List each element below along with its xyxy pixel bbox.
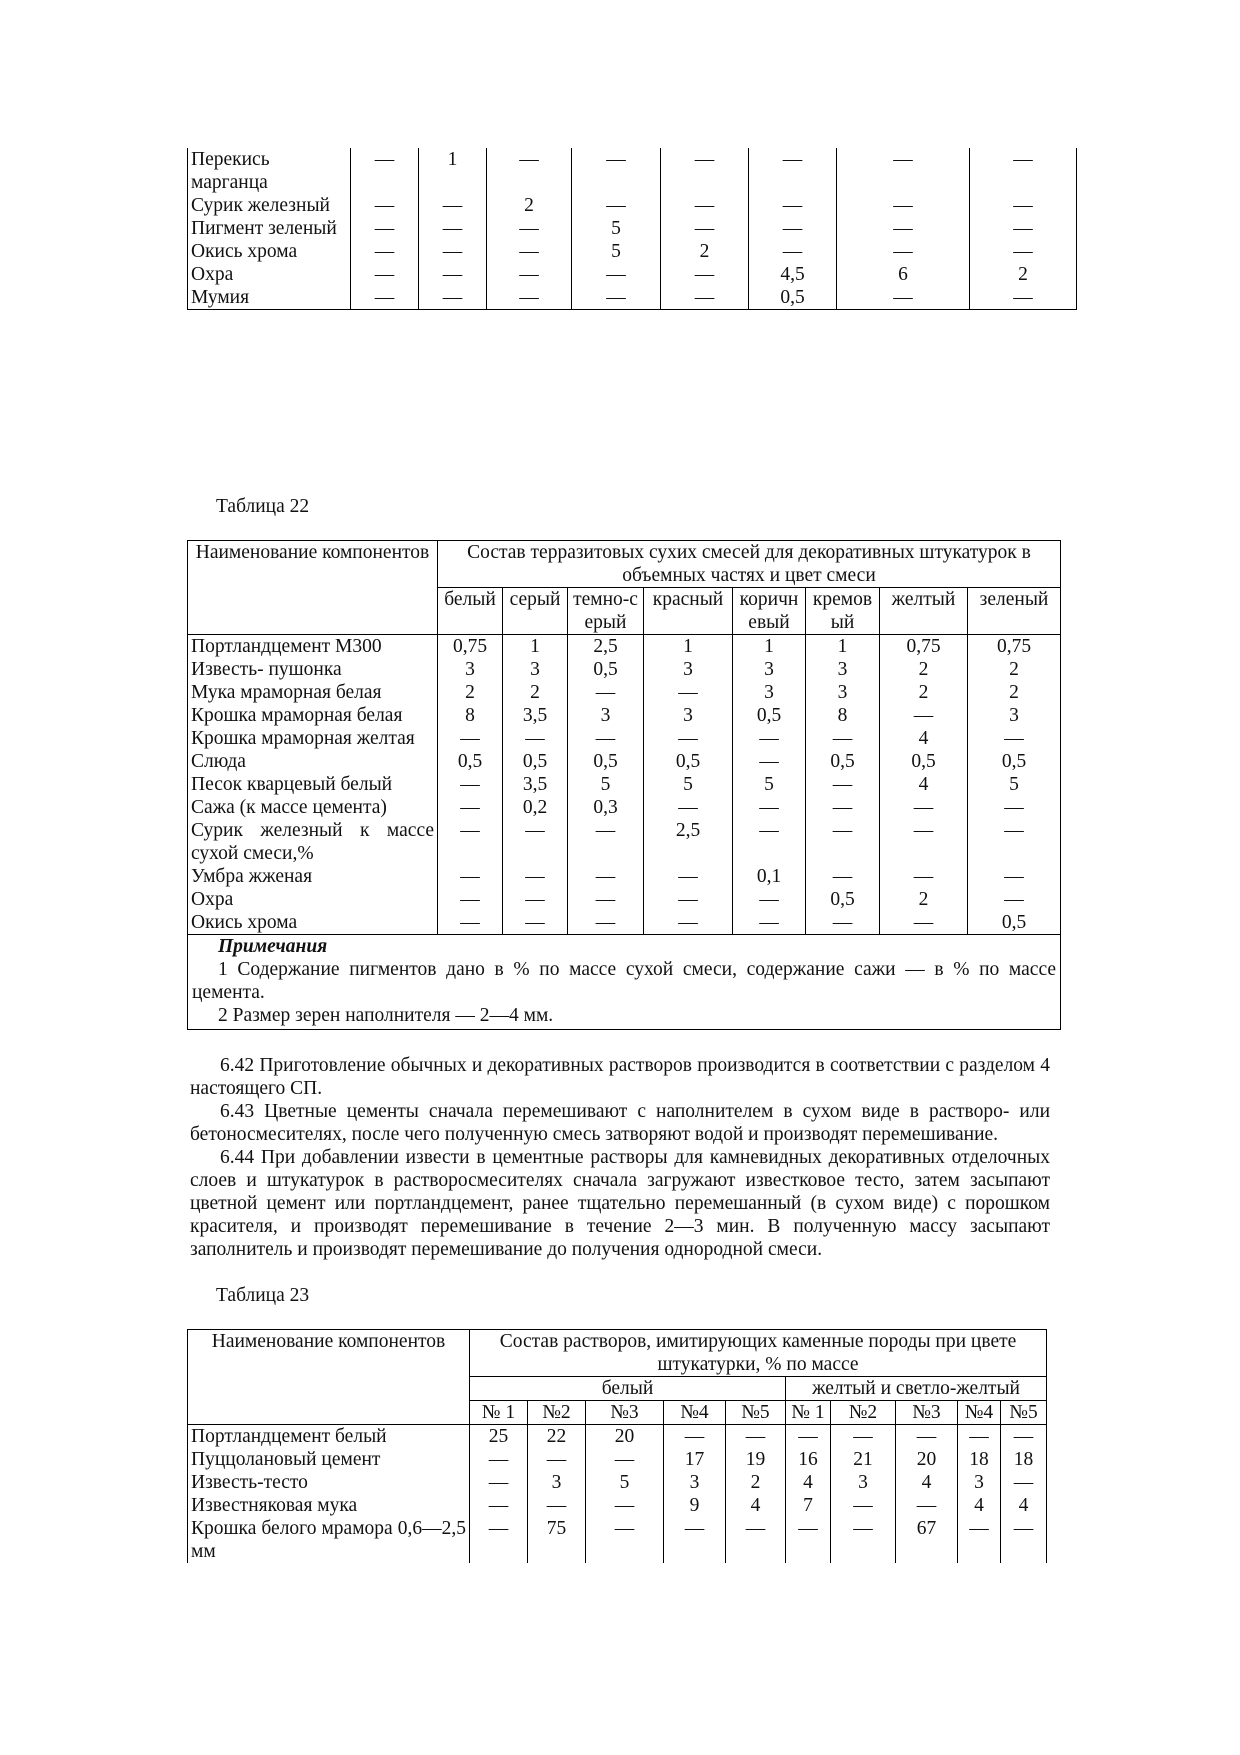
table-cell: 0,5 (568, 750, 644, 773)
table-cell: — (568, 819, 644, 865)
table-cell: — (351, 217, 419, 240)
table-row (188, 681, 1061, 704)
table-cell: 0,5 (438, 750, 503, 773)
table-cell: — (831, 1517, 896, 1563)
table-cell: 2 (880, 681, 968, 704)
table-cell: 17 (664, 1448, 726, 1471)
table-cell: — (786, 1425, 831, 1449)
table-cell: 3 (831, 1471, 896, 1494)
table-cell: 75 (528, 1517, 586, 1563)
table-cell: — (970, 217, 1077, 240)
table-cell: 4,5 (749, 263, 837, 286)
table-cell: — (806, 796, 880, 819)
table22-body (188, 635, 1061, 935)
row-name: Слюда (188, 750, 438, 773)
table-cell: — (733, 888, 806, 911)
table-cell: — (958, 1425, 1001, 1449)
table-cell: 2,5 (568, 635, 644, 659)
table-cell: — (438, 819, 503, 865)
table-cell: — (661, 286, 749, 310)
table-cell: 0,75 (880, 635, 968, 659)
table-cell: 3 (958, 1471, 1001, 1494)
table23-column-header: №4 (958, 1401, 1001, 1425)
table22-column-header: кремовый (806, 588, 880, 635)
table-cell: — (968, 888, 1061, 911)
table-cell: — (470, 1494, 528, 1517)
table-row (188, 888, 1061, 911)
table-cell: 2 (487, 194, 572, 217)
table-cell: 4 (958, 1494, 1001, 1517)
table-cell: — (806, 773, 880, 796)
table-cell: — (572, 148, 661, 194)
table-cell: 0,5 (968, 750, 1061, 773)
table-cell: — (806, 819, 880, 865)
paragraph-6-44: 6.44 При добавлении извести в цементные растворы для камневидных декоративных отделочных слоев и штукатурок в растворосмесителях сначала загружают известковое тесто, затем засыпают цветной цемент или портландцемент, ранее тщательно перемешанный (в сухом виде) с порошком красителя, и производят перемешивание в течение 2—3 мин. В полученную массу засыпают заполнитель и производят перемешивание до получения однородной смеси. (190, 1147, 1050, 1260)
table23-header-group: Состав растворов, имитирующих каменные породы при цвете штукатурки, % по массе (470, 1330, 1047, 1377)
table-cell: — (572, 263, 661, 286)
table-row (188, 635, 1061, 659)
table-cell: — (837, 148, 970, 194)
table-cell: — (487, 263, 572, 286)
table-cell: 8 (806, 704, 880, 727)
table-cell: — (880, 911, 968, 935)
table-cell: — (419, 217, 487, 240)
table22-notes-title: Примечания (218, 936, 328, 957)
table-cell: — (351, 148, 419, 194)
table-cell: 7 (786, 1494, 831, 1517)
table-cell: 0,5 (806, 888, 880, 911)
table-cell: 0,75 (968, 635, 1061, 659)
table-cell: — (837, 194, 970, 217)
table-cell: — (786, 1517, 831, 1563)
table-cell: 5 (644, 773, 733, 796)
table-cell: 2 (880, 658, 968, 681)
table-top (187, 148, 1077, 310)
table-cell: 20 (896, 1448, 958, 1471)
table-cell: — (470, 1517, 528, 1563)
table-cell: — (970, 286, 1077, 310)
table-cell: — (749, 148, 837, 194)
table-cell: 2 (968, 681, 1061, 704)
table-row (188, 194, 1077, 217)
table22-column-header: белый (438, 588, 503, 635)
table-cell: 0,5 (733, 704, 806, 727)
table-cell: 20 (586, 1425, 664, 1449)
table-cell: — (806, 911, 880, 935)
table-cell: — (438, 911, 503, 935)
table-row (188, 750, 1061, 773)
table-cell: 2 (880, 888, 968, 911)
table-cell: — (661, 148, 749, 194)
table23-column-header: №4 (664, 1401, 726, 1425)
table-cell: 19 (726, 1448, 786, 1471)
table-cell: 3,5 (503, 704, 568, 727)
table-cell: — (438, 865, 503, 888)
table-cell: 2,5 (644, 819, 733, 865)
table-cell: — (470, 1471, 528, 1494)
table-cell: — (351, 194, 419, 217)
table-cell: 2 (503, 681, 568, 704)
table-cell: — (487, 217, 572, 240)
table-row (188, 148, 1077, 194)
table23-body (188, 1425, 1047, 1564)
table-row (188, 217, 1077, 240)
table-cell: — (644, 796, 733, 819)
table-cell: 8 (438, 704, 503, 727)
table22-wrapper (187, 540, 1061, 1030)
table-cell: — (438, 888, 503, 911)
table-cell: — (438, 727, 503, 750)
table-cell: — (351, 286, 419, 310)
table-cell: 5 (568, 773, 644, 796)
table-cell: 2 (726, 1471, 786, 1494)
row-name: Охра (188, 888, 438, 911)
table-cell: — (880, 704, 968, 727)
table-cell: — (528, 1448, 586, 1471)
row-name: Крошка мраморная желтая (188, 727, 438, 750)
table-cell: — (568, 888, 644, 911)
table-cell: 1 (733, 635, 806, 659)
table-cell: — (726, 1425, 786, 1449)
table22-header-name: Наименование компонентов (188, 541, 438, 635)
table-cell: — (487, 286, 572, 310)
body-text (190, 1054, 1050, 1261)
row-name: Портландцемент М300 (188, 635, 438, 659)
table-row (188, 286, 1077, 310)
table-cell: 2 (970, 263, 1077, 286)
table-cell: — (438, 773, 503, 796)
table-cell: 2 (661, 240, 749, 263)
table-cell: 9 (664, 1494, 726, 1517)
table-cell: 5 (733, 773, 806, 796)
table-cell: 3 (664, 1471, 726, 1494)
table-row (188, 1448, 1047, 1471)
table-cell: 5 (968, 773, 1061, 796)
table-cell: — (419, 263, 487, 286)
table-cell: 0,5 (806, 750, 880, 773)
table-cell: — (503, 865, 568, 888)
table-cell: — (749, 217, 837, 240)
table22-column-header: желтый (880, 588, 968, 635)
table-cell: 4 (896, 1471, 958, 1494)
row-name: Песок кварцевый белый (188, 773, 438, 796)
table-cell: 0,1 (733, 865, 806, 888)
table-row (188, 704, 1061, 727)
table22-note-2: 2 Размер зерен наполнителя — 2—4 мм. (218, 1005, 554, 1026)
table-cell: — (661, 263, 749, 286)
table-cell: — (733, 819, 806, 865)
table-cell: — (749, 240, 837, 263)
table-cell: — (438, 796, 503, 819)
table-cell: — (470, 1448, 528, 1471)
table-cell: — (419, 240, 487, 263)
table-cell: 5 (586, 1471, 664, 1494)
table-cell: — (586, 1494, 664, 1517)
table-cell: 0,2 (503, 796, 568, 819)
table-cell: — (968, 865, 1061, 888)
table-cell: — (837, 286, 970, 310)
table-cell: — (644, 888, 733, 911)
table-cell: — (419, 286, 487, 310)
table-cell: 3,5 (503, 773, 568, 796)
row-name: Известь-тесто (188, 1471, 470, 1494)
table-cell: 6 (837, 263, 970, 286)
table-cell: — (572, 286, 661, 310)
table-cell: — (733, 796, 806, 819)
table-cell: — (1001, 1517, 1047, 1563)
table-row (188, 773, 1061, 796)
paragraph-6-42: 6.42 Приготовление обычных и декоративных растворов производится в соответствии с разделом 4 настоящего СП. (190, 1055, 1050, 1099)
table-cell: — (487, 240, 572, 263)
table-cell: — (586, 1517, 664, 1563)
table-cell: — (664, 1425, 726, 1449)
table-cell: — (568, 681, 644, 704)
table-cell: 3 (568, 704, 644, 727)
table-cell: — (644, 727, 733, 750)
table-cell: 3 (806, 658, 880, 681)
table-cell: 4 (726, 1494, 786, 1517)
table-cell: — (1001, 1471, 1047, 1494)
table-cell: — (644, 681, 733, 704)
table-cell: 4 (880, 773, 968, 796)
table-cell: 4 (1001, 1494, 1047, 1517)
table-cell: — (896, 1494, 958, 1517)
table-cell: 3 (733, 658, 806, 681)
table-cell: — (880, 819, 968, 865)
table-cell: 0,75 (438, 635, 503, 659)
table22-caption: Таблица 22 (216, 496, 310, 517)
table23-group-yellow: желтый и светло-желтый (786, 1377, 1047, 1401)
table-cell: 0,5 (503, 750, 568, 773)
table-cell: — (568, 727, 644, 750)
table-cell: 2 (968, 658, 1061, 681)
table-cell: 4 (786, 1471, 831, 1494)
table-cell: 1 (503, 635, 568, 659)
table-cell: — (351, 240, 419, 263)
table-cell: — (968, 727, 1061, 750)
table-cell: — (806, 727, 880, 750)
table-cell: — (831, 1494, 896, 1517)
table-cell: — (726, 1517, 786, 1563)
table-cell: — (568, 865, 644, 888)
table-row (188, 911, 1061, 935)
table23-column-header: №5 (726, 1401, 786, 1425)
table-cell: 3 (528, 1471, 586, 1494)
row-name: Пигмент зеленый (188, 217, 351, 240)
table23-caption: Таблица 23 (216, 1285, 310, 1306)
table-cell: — (644, 911, 733, 935)
table-cell: 18 (1001, 1448, 1047, 1471)
table-cell: 2 (438, 681, 503, 704)
table-cell: — (733, 911, 806, 935)
table-cell: — (503, 911, 568, 935)
table-cell: — (487, 148, 572, 194)
table-cell: — (970, 240, 1077, 263)
table-cell: — (664, 1517, 726, 1563)
table-row (188, 1425, 1047, 1449)
table-cell: 3 (438, 658, 503, 681)
table-row (188, 819, 1061, 865)
table-row (188, 263, 1077, 286)
table-cell: — (661, 217, 749, 240)
table-cell: 18 (958, 1448, 1001, 1471)
table-cell: 1 (644, 635, 733, 659)
table22-note-1: 1 Содержание пигментов дано в % по массе сухой смеси, содержание сажи — в % по массе цемента. (192, 959, 1056, 1003)
table-cell: 16 (786, 1448, 831, 1471)
table-cell: — (968, 796, 1061, 819)
table-cell: — (503, 819, 568, 865)
table-cell: — (831, 1425, 896, 1449)
table-cell: — (896, 1425, 958, 1449)
table22-column-header: красный (644, 588, 733, 635)
table-cell: 0,5 (568, 658, 644, 681)
table23-column-header: № 1 (470, 1401, 528, 1425)
table-top-wrapper (187, 148, 1077, 310)
table-cell: 4 (880, 727, 968, 750)
table-cell: — (970, 148, 1077, 194)
table-row (188, 796, 1061, 819)
table-cell: 3 (503, 658, 568, 681)
row-name: Окись хрома (188, 240, 351, 263)
table-cell: — (880, 796, 968, 819)
table23-column-header: №2 (528, 1401, 586, 1425)
table-cell: — (968, 819, 1061, 865)
table-cell: — (806, 865, 880, 888)
table22 (187, 540, 1061, 1030)
row-name: Окись хрома (188, 911, 438, 935)
row-name: Крошка белого мрамора 0,6—2,5 мм (188, 1517, 470, 1563)
table23-header-name: Наименование компонентов (188, 1330, 470, 1425)
table-cell: 25 (470, 1425, 528, 1449)
table-cell: 22 (528, 1425, 586, 1449)
row-name: Известь- пушонка (188, 658, 438, 681)
row-name: Портландцемент белый (188, 1425, 470, 1449)
table-cell: — (572, 194, 661, 217)
table-top-body (188, 148, 1077, 310)
table23 (187, 1329, 1047, 1563)
table-cell: — (586, 1448, 664, 1471)
table-cell: — (644, 865, 733, 888)
table22-column-header: зеленый (968, 588, 1061, 635)
table23-wrapper (187, 1329, 1047, 1563)
table-cell: 3 (733, 681, 806, 704)
table-row (188, 1494, 1047, 1517)
table23-column-header: №5 (1001, 1401, 1047, 1425)
table-cell: 5 (572, 217, 661, 240)
row-name: Известняковая мука (188, 1494, 470, 1517)
row-name: Сурик железный к массе сухой смеси,% (188, 819, 438, 865)
table-cell: — (970, 194, 1077, 217)
table-cell: — (837, 217, 970, 240)
table-cell: — (749, 194, 837, 217)
row-name: Крошка мраморная белая (188, 704, 438, 727)
table-cell: 5 (572, 240, 661, 263)
table-cell: 0,5 (644, 750, 733, 773)
table-cell: 0,5 (968, 911, 1061, 935)
table-row (188, 658, 1061, 681)
row-name: Сурик железный (188, 194, 351, 217)
table-row (188, 240, 1077, 263)
table-cell: — (528, 1494, 586, 1517)
table23-column-header: №2 (831, 1401, 896, 1425)
row-name: Сажа (к массе цемента) (188, 796, 438, 819)
table-row (188, 865, 1061, 888)
table-row (188, 1471, 1047, 1494)
table-cell: — (568, 911, 644, 935)
row-name: Умбра жженая (188, 865, 438, 888)
table23-column-header: №3 (586, 1401, 664, 1425)
table22-column-header: серый (503, 588, 568, 635)
table-cell: 0,3 (568, 796, 644, 819)
row-name: Перекись марганца (188, 148, 351, 194)
table-cell: 3 (806, 681, 880, 704)
table-cell: — (958, 1517, 1001, 1563)
table-cell: 21 (831, 1448, 896, 1471)
table-cell: 3 (644, 658, 733, 681)
table-cell: — (503, 888, 568, 911)
table-cell: 67 (896, 1517, 958, 1563)
row-name: Пуццолановый цемент (188, 1448, 470, 1471)
table-cell: — (733, 750, 806, 773)
row-name: Мука мраморная белая (188, 681, 438, 704)
table22-column-header: темно-серый (568, 588, 644, 635)
table-cell: 3 (644, 704, 733, 727)
row-name: Мумия (188, 286, 351, 310)
row-name: Охра (188, 263, 351, 286)
paragraph-6-43: 6.43 Цветные цементы сначала перемешивают с наполнителем в сухом виде в растворо- или бетоносмесителях, после чего полученную смесь затворяют водой и производят перемешивание. (190, 1101, 1050, 1145)
table22-column-header: коричневый (733, 588, 806, 635)
table23-column-header: №3 (896, 1401, 958, 1425)
table-cell: — (837, 240, 970, 263)
table-cell: — (661, 194, 749, 217)
table-cell: — (880, 865, 968, 888)
table-cell: — (419, 194, 487, 217)
table-cell: 1 (806, 635, 880, 659)
table23-group-white: белый (470, 1377, 786, 1401)
table-row (188, 727, 1061, 750)
table-cell: — (503, 727, 568, 750)
table22-header-group: Состав терразитовых сухих смесей для декоративных штукатурок в объемных частях и цвет смеси (438, 541, 1061, 588)
table-cell: — (733, 727, 806, 750)
table-cell: 0,5 (880, 750, 968, 773)
table-cell: — (351, 263, 419, 286)
table22-notes (188, 935, 1061, 1030)
table-cell: 1 (419, 148, 487, 194)
table-cell: — (1001, 1425, 1047, 1449)
table-cell: 3 (968, 704, 1061, 727)
table23-column-header: № 1 (786, 1401, 831, 1425)
table-row (188, 1517, 1047, 1563)
table-cell: 0,5 (749, 286, 837, 310)
